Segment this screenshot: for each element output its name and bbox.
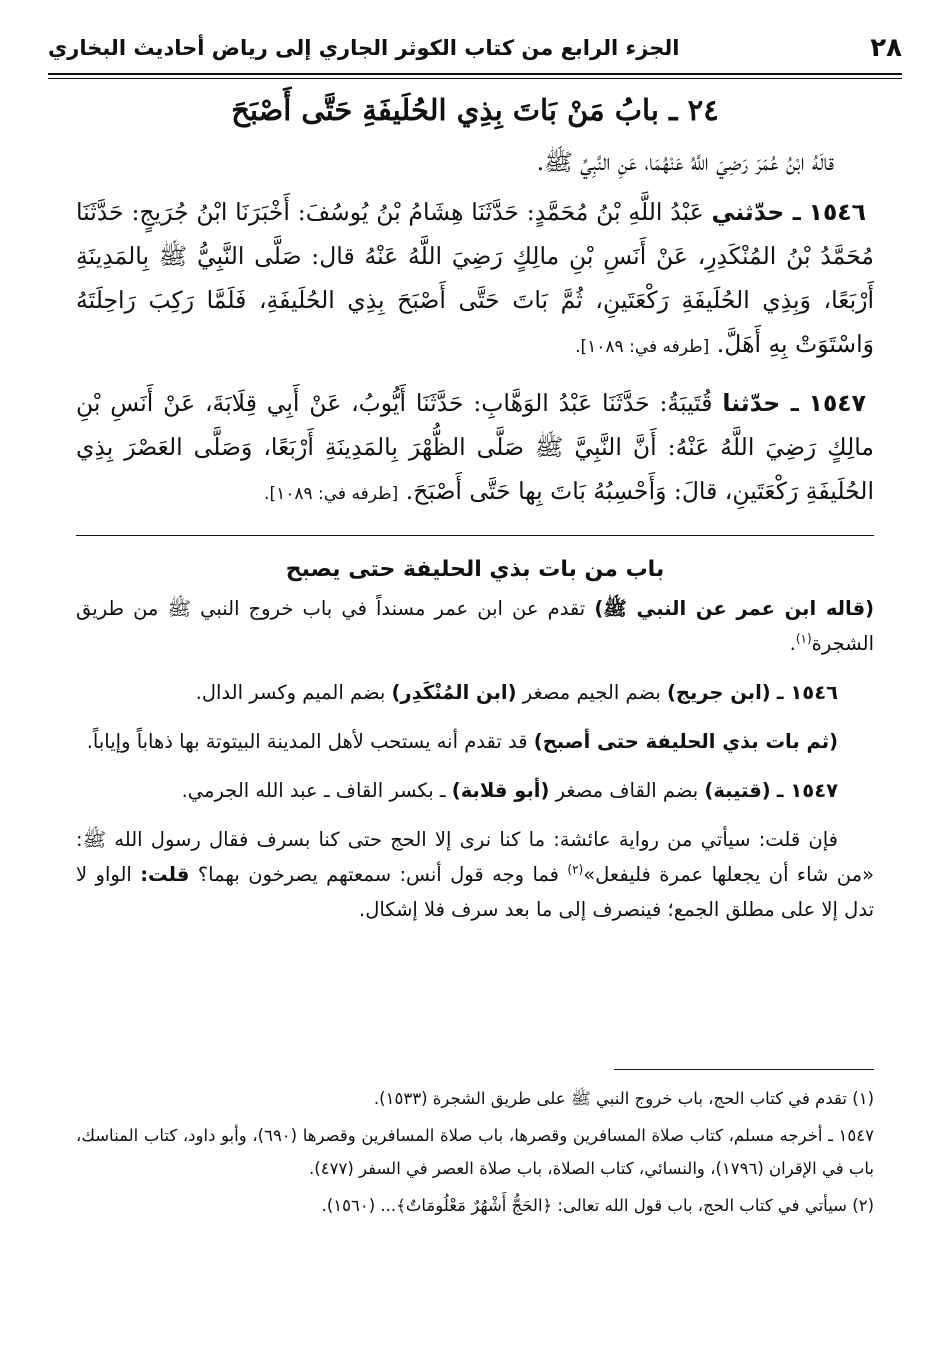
running-title: الجزء الرابع من كتاب الكوثر الجاري إلى رياض أحاديث البخاري xyxy=(48,36,680,60)
footnote-marker: (١) xyxy=(795,631,812,646)
commentary-text: بضم الميم وكسر الدال. xyxy=(195,681,386,704)
footnote-text: تقدم في كتاب الحج، باب خروج النبي ﷺ على طريق الشجرة (١٥٣٣). xyxy=(373,1089,847,1108)
commentary-text: قد تقدم أنه يستحب لأهل المدينة البيتوتة بها ذهاباً وإياباً. xyxy=(86,730,528,753)
commentary-text: تقدم عن ابن عمر مسنداً في باب خروج النبي ﷺ من طريق الشجرة xyxy=(76,597,874,655)
quoted-phrase: (ابن المُنْكَدِر) xyxy=(391,681,517,704)
commentary-text: بضم القاف مصغر xyxy=(555,779,699,802)
footnotes xyxy=(76,1082,874,1222)
hadith-reference: [طرفه في: ١٠٨٩]. xyxy=(264,484,399,504)
running-header xyxy=(48,28,902,68)
answer-label: قلت: xyxy=(140,863,190,886)
hadith-body: قُتَيبَةُ: حَدَّثَنَا عَبْدُ الوَهَّابِ: حَدَّثَنَا أَيُّوبُ، عَنْ أَبِي قِلَابَةَ، عَنْ أَنَسِ بْنِ مالِكٍ رَضِيَ اللَّهُ عَنْهُ: أَنَّ النَّبِيَّ ﷺ صَلَّى الظُّهْرَ بِالمَدِينَةِ أَرْبَعًا، وَصَلَّى العَصْرَ بِذِي الحُلَيفَةِ رَكْعَتَينِ، قالَ: وَأَحْسِبُهُ بَاتَ بِها حَتَّى أَصْبَحَ. xyxy=(76,389,874,505)
hadith-number: ١٥٤٧ ـ xyxy=(776,779,838,802)
hadith-body: عَبْدُ اللَّهِ بْنُ مُحَمَّدٍ: حَدَّثَنَا هِشَامُ بْنُ يُوسُفَ: أَخْبَرَنَا ابْنُ جُرَيجٍ: حَدَّثَنَا مُحَمَّدُ بْنُ المُنْكَدِرِ، عَنْ أَنَسِ بْنِ مالِكٍ رَضِيَ اللَّهُ عَنْهُ قال: صَلَّى النَّبِيُّ ﷺ بِالمَدِينَةِ أَرْبَعًا، وَبِذِي الحُلَيفَةِ رَكْعَتَينِ، ثُمَّ بَاتَ حَتَّى أَصْبَحَ بِذِي الحُلَيفَةِ، فَلَمَّا رَكِبَ رَاحِلَتَهُ وَاسْتَوَتْ بِهِ أَهَلَّ. xyxy=(76,198,874,358)
hadith-1547 xyxy=(76,381,874,516)
commentary-paragraph xyxy=(76,773,874,808)
chapter-intro: قالَهُ ابْنُ عُمَرَ رَضِيَ اللَّهُ عَنْهُمَا، عَنِ النَّبِيِّ ﷺ. xyxy=(536,148,834,176)
hadith-reference: [طرفه في: ١٠٨٩]. xyxy=(575,337,710,357)
commentary-title: باب من بات بذي الحليفة حتى يصبح xyxy=(285,557,665,582)
commentary-paragraph xyxy=(76,822,874,927)
hadith-lead: ـ حدّثنا xyxy=(722,389,799,417)
hadith-number: ١٥٤٧ xyxy=(808,389,866,417)
quoted-phrase: (ابن جريج) xyxy=(666,681,771,704)
commentary-paragraph xyxy=(76,675,874,710)
commentary-text: الواو لا تدل إلا على مطلق الجمع؛ فينصرف إلى ما بعد سرف فلا إشكال. xyxy=(76,863,874,921)
quoted-phrase: (قاله ابن عمر عن النبي ﷺ) xyxy=(594,597,875,620)
header-rule-thin xyxy=(48,78,902,79)
commentary-text: بضم الجيم مصغر xyxy=(522,681,661,704)
footnote-mark: (٢) xyxy=(852,1196,874,1215)
hadith-number: ١٥٤٦ ـ xyxy=(776,681,838,704)
footnote-2 xyxy=(76,1189,874,1222)
footnote-1 xyxy=(76,1082,874,1115)
hadith-number: ١٥٤٦ xyxy=(808,198,866,226)
commentary-text: ـ بكسر القاف ـ عبد الله الجرمي. xyxy=(181,779,446,802)
header-rule xyxy=(48,73,902,75)
quoted-phrase: (ثم بات بذي الحليفة حتى أصبح) xyxy=(533,730,838,753)
hadith-1546 xyxy=(76,190,874,369)
commentary xyxy=(76,552,874,927)
footnote-rule xyxy=(614,1069,874,1070)
commentary-divider xyxy=(76,535,874,536)
footnote-1547: ١٥٤٧ ـ أخرجه مسلم، كتاب صلاة المسافرين وقصرها، باب صلاة المسافرين وقصرها (٦٩٠)، وأبو داود، كتاب المناسك، باب في الإقران (١٧٩٦)، والنسائي، كتاب الصلاة، باب صلاة العصر في السفر (٤٧٧). xyxy=(76,1126,874,1178)
commentary-paragraph xyxy=(76,724,874,759)
commentary-paragraph xyxy=(76,591,874,661)
footnote-text: سيأتي في كتاب الحج، باب قول الله تعالى: ﴿الحَجُّ أَشْهُرٌ مَعْلُومَاتٌ﴾... (١٥٦٠). xyxy=(321,1196,847,1215)
footnote-mark: (١) xyxy=(852,1089,874,1108)
quoted-phrase: (قتيبة) xyxy=(704,779,771,802)
footnote-marker: (٢) xyxy=(567,862,584,877)
commentary-text: فإن قلت: سيأتي من رواية عائشة: ما كنا نرى إلا الحج حتى كنا بسرف فقال رسول الله ﷺ: «من شاء أن يجعلها عمرة فليفعل» xyxy=(76,828,875,886)
hadith-text xyxy=(76,140,874,516)
quoted-phrase: (أبو قلابة) xyxy=(451,779,550,802)
page-number: ٢٨ xyxy=(870,33,902,63)
commentary-text: فما وجه قول أنس: سمعتهم يصرخون بهما؟ xyxy=(197,863,559,886)
commentary-text: . xyxy=(789,632,796,655)
hadith-lead: ـ حدّثني xyxy=(711,198,801,226)
chapter-title: ٢٤ ـ بابُ مَنْ بَاتَ بِذِي الحُلَيفَةِ حَتَّى أَصْبَحَ xyxy=(231,93,719,127)
